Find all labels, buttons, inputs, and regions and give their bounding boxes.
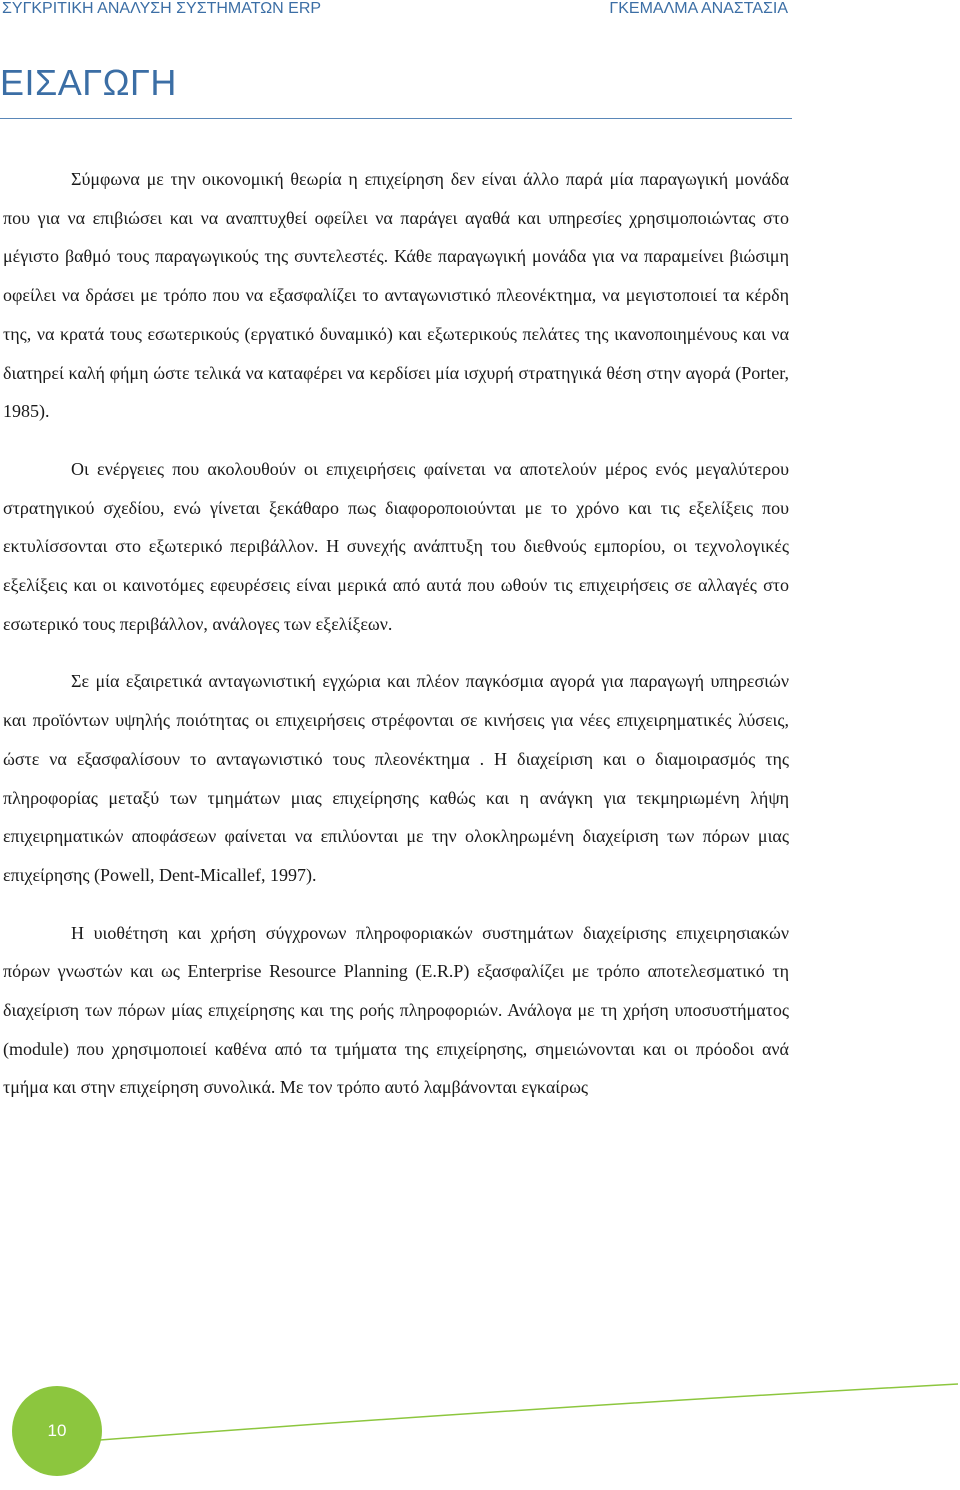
title-underline [0,118,792,119]
paragraph-1: Σύμφωνα με την οικονομική θεωρία η επιχείρηση δεν είναι άλλο παρά μία παραγωγική μονάδα που για να επιβιώσει και να αναπτυχθεί οφείλει να παράγει αγαθά και υπηρεσίες χρησιμοποιώντας στο μέγιστο βαθμό τους παραγωγικούς της συντελεστές. Κάθε παραγωγική μονάδα για να παραμείνει βιώσιμη οφείλει να δράσει με τρόπο που να εξασφαλίζει το ανταγωνιστικό πλεονέκτημα, να μεγιστοποιεί τα κέρδη της, να κρατά τους εσωτερικούς (εργατικό δυναμικό) και εξωτερικούς πελάτες της ικανοποιημένους και να διατηρεί καλή φήμη ώστε τελικά να καταφέρει να κερδίσει μία ισχυρή στρατηγικά θέση στην αγορά (Porter, 1985). [3,169,789,422]
footer-graphic [0,1370,960,1490]
header-author: ΓΚΕΜΑΛΜΑ ΑΝΑΣΤΑΣΙΑ [609,0,788,17]
paragraph-3: Σε μία εξαιρετικά ανταγωνιστική εγχώρια και πλέον παγκόσμια αγορά για παραγωγή υπηρεσιών και προϊόντων υψηλής ποιότητας οι επιχειρήσεις στρέφονται σε κινήσεις για νέες επιχειρηματικές λύσεις, ώστε να εξασφαλίσουν το ανταγωνιστικό τους πλεονέκτημα . Η διαχείριση και ο διαμοιρασμός της πληροφορίας μεταξύ των τμημάτων μιας επιχείρησης καθώς και η ανάγκη για τεκμηριωμένη λήψη επιχειρηματικών αποφάσεων φαίνεται να επιλύονται με την ολοκληρωμένη διαχείριση των πόρων μιας επιχείρησης (Powell, Dent-Micallef, 1997). [3,671,789,885]
section-title: ΕΙΣΑΓΩΓΗ [0,62,177,103]
paragraph-2: Οι ενέργειες που ακολουθούν οι επιχειρήσεις φαίνεται να αποτελούν μέρος ενός μεγαλύτερου στρατηγικού σχεδίου, ενώ γίνεται ξεκάθαρο πως διαφοροποιούνται με το χρόνο και τις εξελίξεις που εκτυλίσσονται στο εξωτερικό περιβάλλον. Η συνεχής ανάπτυξη του διεθνούς εμπορίου, οι τεχνολογικές εξελίξεις και οι καινοτόμες εφευρέσεις είναι μερικά από αυτά που ωθούν τις επιχειρήσεις σε αλλαγές στο εσωτερικό τους περιβάλλον, ανάλογες των εξελίξεων. [3,458,789,634]
footer-swoosh-line [100,1384,958,1440]
running-header [0,0,960,28]
page-number: 10 [47,1421,67,1440]
header-document-title: ΣΥΓΚΡΙΤΙΚΗ ΑΝΑΛΥΣΗ ΣΥΣΤΗΜΑΤΩΝ ERP [2,0,322,17]
body-text [3,160,789,1107]
paragraph-4: Η υιοθέτηση και χρήση σύγχρονων πληροφοριακών συστημάτων διαχείρισης επιχειρησιακών πόρων γνωστών και ως Enterprise Resource Planning (E.R.P) εξασφαλίζει με τρόπο αποτελεσματικό τη διαχείριση των πόρων μίας επιχείρησης και της ροής πληροφοριών. Ανάλογα με τη χρήση υποσυστήματος (module) που χρησιμοποιεί καθένα από τα τμήματα της επιχείρησης, σημειώνονται και οι πρόοδοι ανά τμήμα και στην επιχείρηση συνολικά. Με τον τρόπο αυτό λαμβάνονται εγκαίρως [3,922,789,1098]
